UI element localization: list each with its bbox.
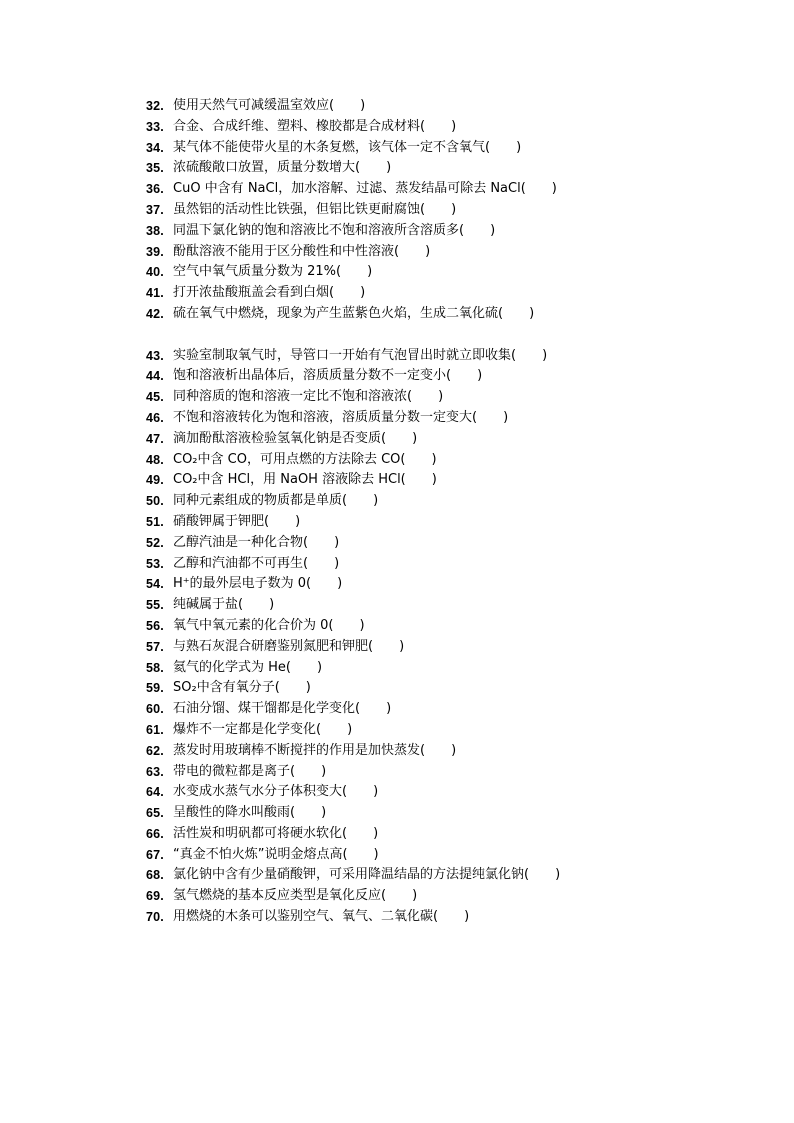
question-item <box>146 117 766 138</box>
question-number: 37. <box>146 202 164 217</box>
question-group-1 <box>146 96 766 325</box>
question-number: 60. <box>146 702 164 717</box>
question-number: 36. <box>146 182 164 197</box>
question-item <box>146 158 766 179</box>
question-text: H⁺的最外层电子数为 0( ) <box>173 576 343 592</box>
question-number: 48. <box>146 452 164 467</box>
question-number: 40. <box>146 265 164 280</box>
question-text: 打开浓盐酸瓶盖会看到白烟( ) <box>173 285 366 301</box>
question-text: 硝酸钾属于钾肥( ) <box>173 513 301 529</box>
question-item <box>146 470 766 491</box>
question-item <box>146 242 766 263</box>
question-item <box>146 491 766 512</box>
question-number: 35. <box>146 161 164 176</box>
question-number: 55. <box>146 598 164 613</box>
question-number: 45. <box>146 390 164 405</box>
question-text: 水变成水蒸气水分子体积变大( ) <box>173 784 379 800</box>
question-number: 68. <box>146 868 164 883</box>
question-item <box>146 678 766 699</box>
question-item <box>146 387 766 408</box>
question-number: 39. <box>146 244 164 259</box>
question-number: 62. <box>146 743 164 758</box>
question-item <box>146 574 766 595</box>
question-text: 乙醇和汽油都不可再生( ) <box>173 555 340 571</box>
question-item <box>146 554 766 575</box>
question-number: 57. <box>146 639 164 654</box>
question-text: CO₂中含 CO，可用点燃的方法除去 CO( ) <box>173 451 437 467</box>
question-number: 65. <box>146 806 164 821</box>
question-text: 虽然铝的活动性比铁强，但铝比铁更耐腐蚀( ) <box>173 201 457 217</box>
question-number: 64. <box>146 785 164 800</box>
question-text: 滴加酚酞溶液检验氢氧化钠是否变质( ) <box>173 430 418 446</box>
question-text: 饱和溶液析出晶体后，溶质质量分数不一定变小( ) <box>173 368 483 384</box>
question-number: 52. <box>146 535 164 550</box>
question-item <box>146 782 766 803</box>
question-text: 用燃烧的木条可以鉴别空气、氧气、二氧化碳( ) <box>173 909 470 925</box>
question-item <box>146 720 766 741</box>
question-number: 67. <box>146 847 164 862</box>
question-text: 爆炸不一定都是化学变化( ) <box>173 721 353 737</box>
question-item <box>146 845 766 866</box>
question-text: 氦气的化学式为 He( ) <box>173 659 323 675</box>
question-text: 带电的微粒都是离子( ) <box>173 763 327 779</box>
question-item <box>146 450 766 471</box>
question-item <box>146 221 766 242</box>
question-item <box>146 346 766 367</box>
question-item <box>146 179 766 200</box>
question-text: 浓硫酸敞口放置，质量分数增大( ) <box>173 160 392 176</box>
question-item <box>146 533 766 554</box>
question-number: 70. <box>146 910 164 925</box>
question-number: 50. <box>146 494 164 509</box>
question-text: 酚酞溶液不能用于区分酸性和中性溶液( ) <box>173 243 431 259</box>
question-item <box>146 762 766 783</box>
question-item <box>146 96 766 117</box>
group-separator <box>146 325 766 346</box>
question-text: 使用天然气可减缓温室效应( ) <box>173 98 366 113</box>
question-text: 同温下氯化钠的饱和溶液比不饱和溶液所含溶质多( ) <box>173 222 496 238</box>
question-text: “真金不怕火炼”说明金熔点高( ) <box>173 846 379 862</box>
question-number: 61. <box>146 722 164 737</box>
question-item <box>146 616 766 637</box>
question-text: 某气体不能使带火星的木条复燃，该气体一定不含氧气( ) <box>173 139 522 155</box>
question-item <box>146 637 766 658</box>
question-item <box>146 429 766 450</box>
question-number: 51. <box>146 514 164 529</box>
question-item <box>146 886 766 907</box>
question-item <box>146 262 766 283</box>
question-text: 空气中氧气质量分数为 21%( ) <box>173 264 373 280</box>
question-text: 不饱和溶液转化为饱和溶液，溶质质量分数一定变大( ) <box>173 409 509 425</box>
question-text: CO₂中含 HCl，用 NaOH 溶液除去 HCl( ) <box>173 472 437 488</box>
question-list <box>146 96 766 928</box>
question-item <box>146 699 766 720</box>
question-item <box>146 803 766 824</box>
question-number: 53. <box>146 556 164 571</box>
question-text: 同种溶质的饱和溶液一定比不饱和溶液浓( ) <box>173 389 444 405</box>
question-number: 33. <box>146 119 164 134</box>
question-item <box>146 512 766 533</box>
question-number: 54. <box>146 577 164 592</box>
question-text: 氢气燃烧的基本反应类型是氧化反应( ) <box>173 888 418 904</box>
question-number: 32. <box>146 99 164 113</box>
question-group-2 <box>146 346 766 928</box>
question-number: 59. <box>146 681 164 696</box>
question-text: 蒸发时用玻璃棒不断搅拌的作用是加快蒸发( ) <box>173 742 457 758</box>
question-text: 实验室制取氧气时，导管口一开始有气泡冒出时就立即收集( ) <box>173 347 548 363</box>
question-number: 38. <box>146 223 164 238</box>
question-text: 合金、合成纤维、塑料、橡胶都是合成材料( ) <box>173 118 457 134</box>
question-text: 同种元素组成的物质都是单质( ) <box>173 493 379 509</box>
question-number: 49. <box>146 473 164 488</box>
question-number: 34. <box>146 140 164 155</box>
question-text: 硫在氧气中燃烧，现象为产生蓝紫色火焰，生成二氧化硫( ) <box>173 305 535 321</box>
question-number: 56. <box>146 618 164 633</box>
question-item <box>146 741 766 762</box>
question-number: 46. <box>146 410 164 425</box>
question-number: 66. <box>146 826 164 841</box>
question-item <box>146 200 766 221</box>
question-item <box>146 658 766 679</box>
question-item <box>146 138 766 159</box>
question-item <box>146 907 766 928</box>
question-text: 乙醇汽油是一种化合物( ) <box>173 534 340 550</box>
question-text: 活性炭和明矾都可将硬水软化( ) <box>173 825 379 841</box>
question-item <box>146 824 766 845</box>
question-text: 与熟石灰混合研磨鉴别氮肥和钾肥( ) <box>173 638 405 654</box>
question-item <box>146 304 766 325</box>
question-number: 69. <box>146 889 164 904</box>
question-text: 呈酸性的降水叫酸雨( ) <box>173 805 327 821</box>
question-text: CuO 中含有 NaCl，加水溶解、过滤、蒸发结晶可除去 NaCl( ) <box>173 181 557 197</box>
question-number: 44. <box>146 369 164 384</box>
question-number: 41. <box>146 286 164 301</box>
question-text: 石油分馏、煤干馏都是化学变化( ) <box>173 701 392 717</box>
question-number: 47. <box>146 431 164 446</box>
question-number: 63. <box>146 764 164 779</box>
question-item <box>146 366 766 387</box>
question-item <box>146 283 766 304</box>
question-number: 42. <box>146 306 164 321</box>
question-text: 氯化钠中含有少量硝酸钾，可采用降温结晶的方法提纯氯化钠( ) <box>173 867 561 883</box>
question-item <box>146 865 766 886</box>
question-text: SO₂中含有氧分子( ) <box>173 680 311 696</box>
question-item <box>146 595 766 616</box>
question-text: 纯碱属于盐( ) <box>173 597 275 613</box>
question-text: 氧气中氧元素的化合价为 0( ) <box>173 617 365 633</box>
question-item <box>146 408 766 429</box>
question-number: 43. <box>146 348 164 363</box>
question-number: 58. <box>146 660 164 675</box>
